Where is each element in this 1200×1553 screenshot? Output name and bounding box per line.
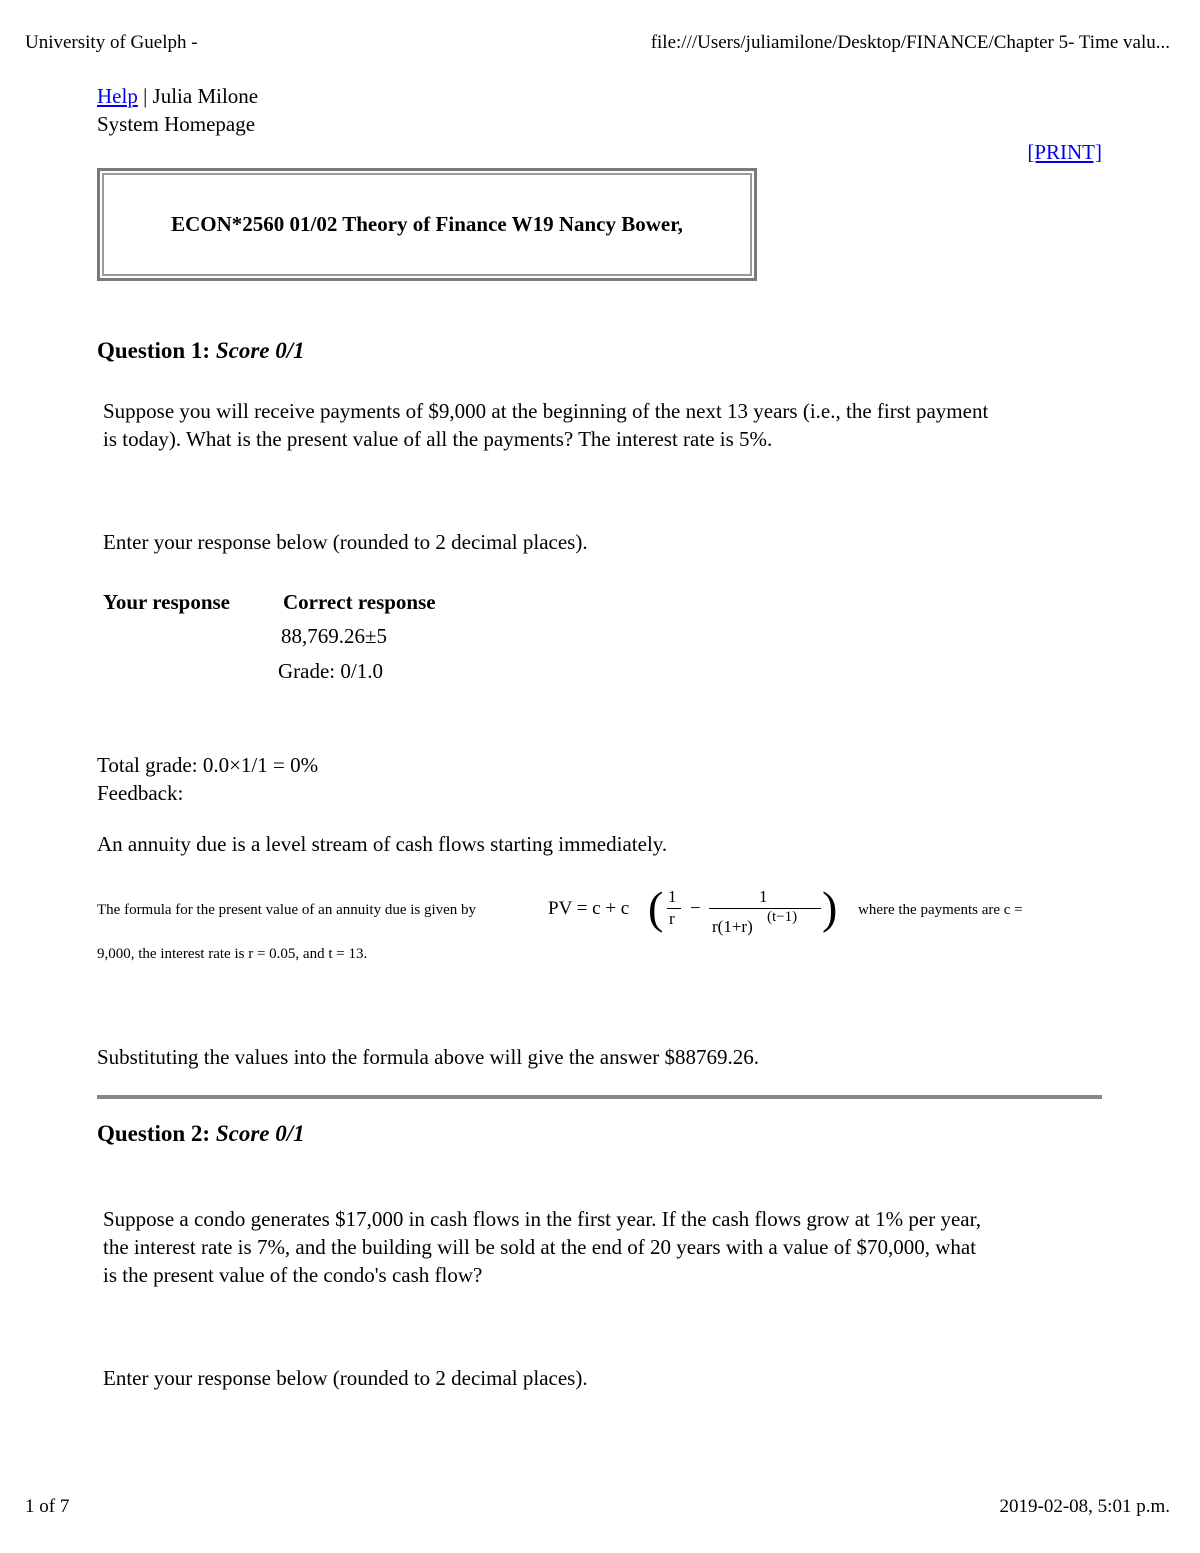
nav-separator: |	[143, 84, 148, 108]
correct-response-value: 88,769.26±5	[281, 624, 388, 648]
print-link[interactable]: [PRINT]	[1027, 140, 1102, 164]
formula-prefix: The formula for the present value of an annuity due is given by	[97, 902, 477, 918]
feedback-intro: An annuity due is a level stream of cash flows starting immediately.	[97, 832, 668, 856]
question-2-label: Question 2:	[97, 1121, 211, 1146]
formula-pv: PV = c + c	[548, 898, 630, 919]
page-number: 1 of 7	[25, 1496, 70, 1517]
your-response-header: Your response	[103, 590, 230, 614]
formula-exponent: (t−1)	[767, 909, 798, 925]
question-divider	[97, 1095, 1102, 1099]
correct-response-header: Correct response	[283, 590, 436, 614]
course-title: ECON*2560 01/02 Theory of Finance W19 Nancy Bower,	[171, 212, 683, 236]
user-name: Julia Milone	[152, 84, 259, 108]
question-2-heading	[97, 1121, 305, 1147]
course-title-box	[97, 168, 757, 281]
formula-den2: r(1+r)	[712, 917, 753, 936]
print-header-title: University of Guelph -	[25, 32, 198, 53]
formula-line2: 9,000, the interest rate is r = 0.05, and t = 13.	[97, 946, 368, 962]
question-1-label: Question 1:	[97, 338, 211, 363]
question-2-text-line2: the interest rate is 7%, and the building will be sold at the end of 20 years with a value of $70,000, what	[103, 1235, 977, 1259]
question-2-text-line1: Suppose a condo generates $17,000 in cash flows in the first year. If the cash flows grow at 1% per year,	[103, 1207, 981, 1231]
feedback-label: Feedback:	[97, 781, 184, 805]
print-header-url: file:///Users/juliamilone/Desktop/FINANCE/Chapter 5- Time valu...	[650, 32, 1170, 53]
formula-num1: 1	[668, 887, 677, 906]
formula-suffix: where the payments are c =	[858, 902, 1023, 918]
question-1-text-line2: is today). What is the present value of all the payments? The interest rate is 5%.	[103, 427, 773, 451]
formula-minus: −	[690, 898, 701, 919]
formula-num2: 1	[759, 887, 768, 906]
question-1-grade: Grade: 0/1.0	[278, 659, 383, 683]
formula-den1: r	[669, 909, 675, 928]
question-2-text-line3: is the present value of the condo's cash flow?	[103, 1263, 483, 1287]
substitution-text: Substituting the values into the formula above will give the answer $88769.26.	[97, 1045, 759, 1069]
formula-left-paren: (	[648, 882, 664, 933]
print-timestamp: 2019-02-08, 5:01 p.m.	[999, 1496, 1170, 1517]
question-1-heading	[97, 338, 305, 364]
help-link[interactable]: Help	[97, 84, 138, 108]
question-1-prompt: Enter your response below (rounded to 2 decimal places).	[103, 530, 588, 554]
nav-bar	[97, 82, 258, 110]
system-homepage-link[interactable]: System Homepage	[97, 112, 256, 136]
question-2-prompt: Enter your response below (rounded to 2 decimal places).	[103, 1366, 588, 1390]
question-1-score: Score 0/1	[215, 338, 305, 363]
total-grade: Total grade: 0.0×1/1 = 0%	[97, 753, 319, 777]
formula-right-paren: )	[822, 882, 838, 933]
formula-fraction-bar-2	[709, 908, 821, 909]
question-2-score: Score 0/1	[215, 1121, 305, 1146]
question-1-text-line1: Suppose you will receive payments of $9,000 at the beginning of the next 13 years (i.e., the first payment	[103, 399, 989, 423]
